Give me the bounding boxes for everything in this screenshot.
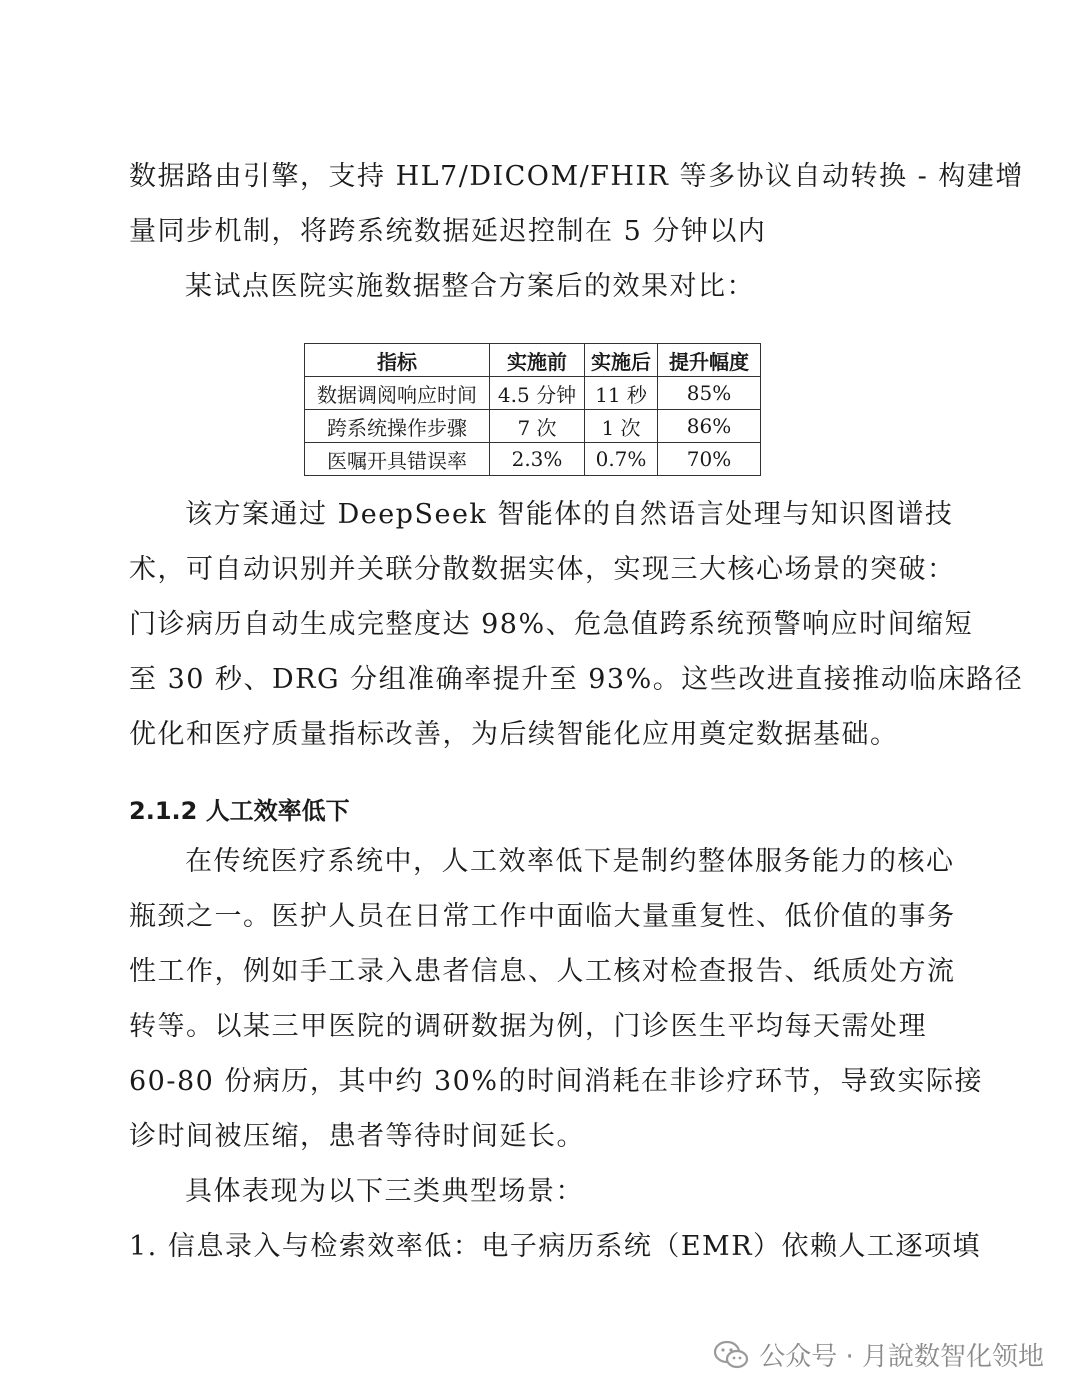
table-cell: 医嘱开具错误率 bbox=[305, 443, 490, 476]
table-row bbox=[305, 377, 761, 410]
text-line: 性工作，例如手工录入患者信息、人工核对检查报告、纸质处方流 bbox=[129, 956, 956, 987]
text-line: 该方案通过 DeepSeek 智能体的自然语言处理与知识图谱技 bbox=[185, 499, 954, 530]
table-cell: 1 次 bbox=[585, 410, 658, 443]
text-line: 诊时间被压缩，患者等待时间延长。 bbox=[129, 1121, 585, 1152]
table-cell: 11 秒 bbox=[585, 377, 658, 410]
table-header-row bbox=[305, 344, 761, 377]
table-header-cell: 提升幅度 bbox=[658, 344, 761, 377]
comparison-table bbox=[304, 343, 761, 476]
table-cell: 4.5 分钟 bbox=[490, 377, 585, 410]
text-line: 60-80 份病历，其中约 30%的时间消耗在非诊疗环节，导致实际接 bbox=[129, 1066, 984, 1097]
list-item: 1. 信息录入与检索效率低：电子病历系统（EMR）依赖人工逐项填 bbox=[129, 1231, 982, 1262]
text-line: 门诊病历自动生成完整度达 98%、危急值跨系统预警响应时间缩短 bbox=[129, 609, 974, 640]
text-line: 量同步机制，将跨系统数据延迟控制在 5 分钟以内 bbox=[129, 216, 767, 247]
text-line: 在传统医疗系统中，人工效率低下是制约整体服务能力的核心 bbox=[185, 846, 955, 877]
text-line: 数据路由引擎，支持 HL7/DICOM/FHIR 等多协议自动转换 - 构建增 bbox=[129, 161, 1024, 192]
watermark-text: 公众号 · 月說数智化领地 bbox=[759, 1342, 1044, 1372]
table-cell: 2.3% bbox=[490, 443, 585, 476]
text-line: 转等。以某三甲医院的调研数据为例，门诊医生平均每天需处理 bbox=[129, 1011, 927, 1042]
table-header-cell: 指标 bbox=[305, 344, 490, 377]
table-cell: 85% bbox=[658, 377, 761, 410]
table-cell: 跨系统操作步骤 bbox=[305, 410, 490, 443]
table-header-cell: 实施前 bbox=[490, 344, 585, 377]
text-line: 至 30 秒、DRG 分组准确率提升至 93%。这些改进直接推动临床路径 bbox=[129, 664, 1024, 695]
watermark bbox=[713, 1336, 1044, 1373]
scenarios-intro: 具体表现为以下三类典型场景： bbox=[185, 1176, 584, 1207]
wechat-icon bbox=[713, 1340, 749, 1370]
table-row bbox=[305, 443, 761, 476]
table-intro: 某试点医院实施数据整合方案后的效果对比： bbox=[185, 271, 755, 302]
table-header-cell: 实施后 bbox=[585, 344, 658, 377]
text-line: 术，可自动识别并关联分散数据实体，实现三大核心场景的突破： bbox=[129, 554, 956, 585]
section-heading: 2.1.2 人工效率低下 bbox=[129, 797, 350, 825]
text-line: 优化和医疗质量指标改善，为后续智能化应用奠定数据基础。 bbox=[129, 719, 899, 750]
table-cell: 数据调阅响应时间 bbox=[305, 377, 490, 410]
table-cell: 7 次 bbox=[490, 410, 585, 443]
table-row bbox=[305, 410, 761, 443]
table-cell: 0.7% bbox=[585, 443, 658, 476]
table-cell: 70% bbox=[658, 443, 761, 476]
text-line: 瓶颈之一。医护人员在日常工作中面临大量重复性、低价值的事务 bbox=[129, 901, 956, 932]
table-cell: 86% bbox=[658, 410, 761, 443]
